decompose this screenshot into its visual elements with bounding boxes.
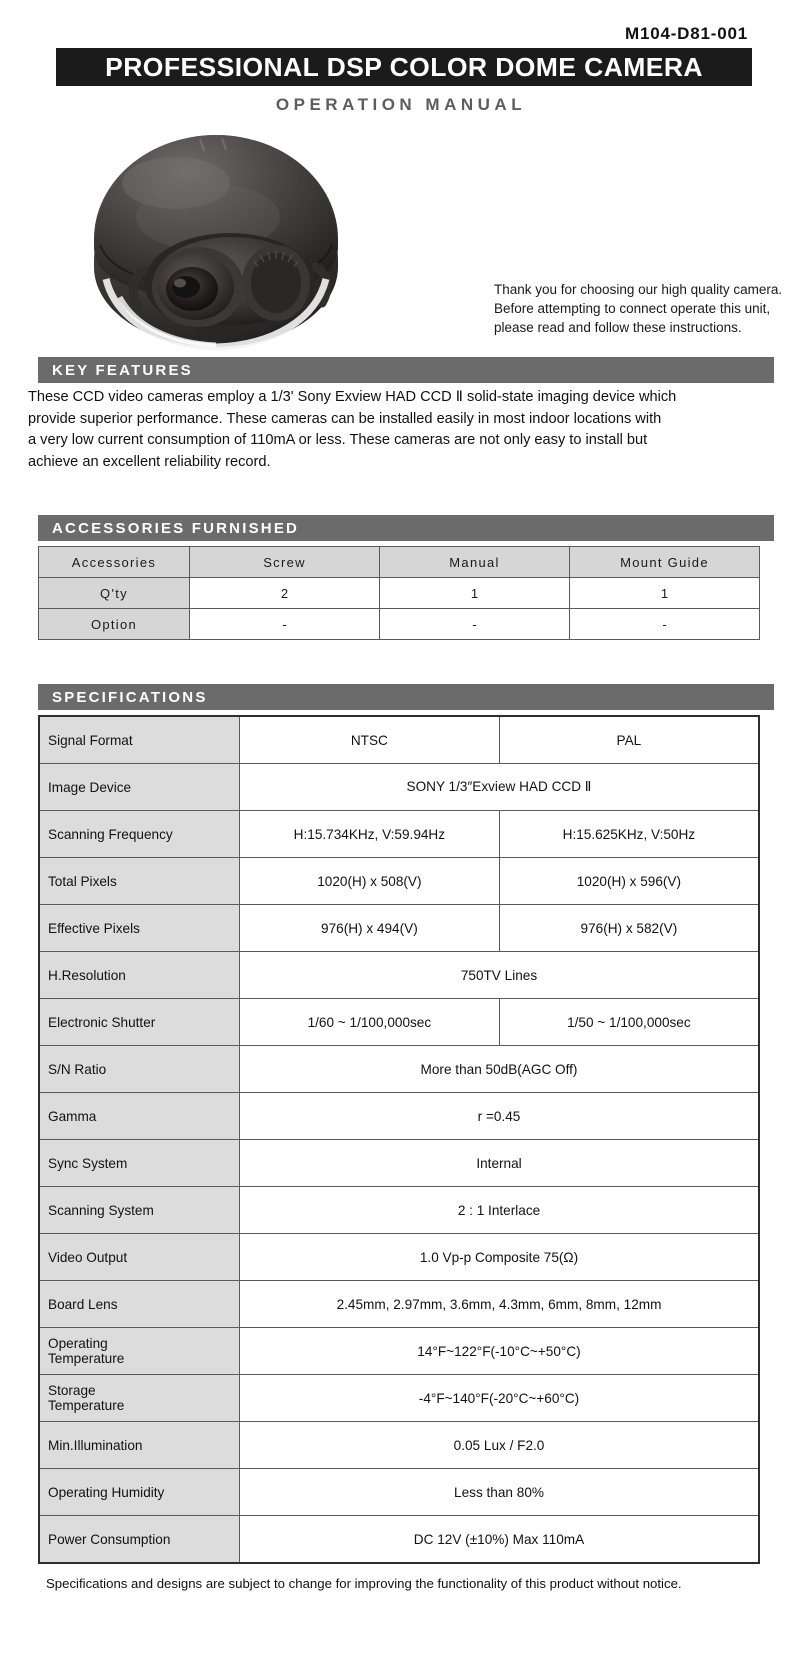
spec-value: -4°F~140°F(-20°C~+60°C) — [240, 1375, 760, 1422]
spec-label-cell: Scanning Frequency — [39, 811, 240, 858]
thanks-line-1: Thank you for choosing our high quality camera. — [494, 282, 783, 297]
table-row — [39, 905, 759, 952]
table-row — [39, 1093, 759, 1140]
table-row — [39, 999, 759, 1046]
key-features-line-2: provide superior performance. These cameras can be installed easily in most indoor locations with — [28, 410, 662, 427]
spec-label-cell — [39, 1328, 240, 1375]
spec-label-cell: Board Lens — [39, 1281, 240, 1328]
accessories-option-mount-guide: - — [570, 609, 760, 640]
spec-label-cell: Image Device — [39, 764, 240, 811]
key-features-line-1: These CCD video cameras employ a 1/3' Sony Exview HAD CCD Ⅱ solid-state imaging device which — [28, 389, 677, 405]
spec-value-ntsc: 976(H) x 494(V) — [240, 905, 500, 952]
spec-value: More than 50dB(AGC Off) — [240, 1046, 760, 1093]
spec-value-ntsc: 1/60 ~ 1/100,000sec — [240, 999, 500, 1046]
spec-label-cell: H.Resolution — [39, 952, 240, 999]
accessories-header-screw: Screw — [190, 547, 380, 578]
thanks-line-3: please read and follow these instructions. — [494, 320, 742, 335]
key-features-line-4: achieve an excellent reliability record. — [28, 453, 271, 470]
hero-section — [28, 119, 783, 357]
dome-camera-image — [80, 121, 352, 353]
key-features-heading: KEY FEATURES — [52, 361, 193, 379]
spec-value: Less than 80% — [240, 1469, 760, 1516]
spec-value-ntsc: H:15.734KHz, V:59.94Hz — [240, 811, 500, 858]
spec-label-cell — [39, 1375, 240, 1422]
section-header-accessories — [38, 515, 774, 541]
table-row — [39, 858, 759, 905]
spec-value: DC 12V (±10%) Max 110mA — [240, 1516, 760, 1564]
table-row — [39, 609, 760, 640]
spec-value: 0.05 Lux / F2.0 — [240, 1422, 760, 1469]
table-row — [39, 1046, 759, 1093]
spec-label-cell: Gamma — [39, 1093, 240, 1140]
table-row — [39, 1469, 759, 1516]
spec-value: r =0.45 — [240, 1093, 760, 1140]
spec-value: 2.45mm, 2.97mm, 3.6mm, 4.3mm, 6mm, 8mm, 12mm — [240, 1281, 760, 1328]
spec-label-cell: Electronic Shutter — [39, 999, 240, 1046]
spec-value-pal: 1020(H) x 596(V) — [499, 858, 759, 905]
table-row — [39, 578, 760, 609]
spec-label-cell: Signal Format — [39, 716, 240, 764]
table-row — [39, 1281, 759, 1328]
spec-label-line-1: Operating — [48, 1336, 108, 1351]
spec-value-ntsc: NTSC — [240, 716, 500, 764]
table-row — [39, 547, 760, 578]
page-title: PROFESSIONAL DSP COLOR DOME CAMERA — [105, 51, 703, 82]
table-row — [39, 952, 759, 999]
accessories-table — [38, 546, 760, 640]
accessories-row-label: Option — [39, 609, 190, 640]
spec-label-cell: Operating Humidity — [39, 1469, 240, 1516]
spec-label-line-2: Temperature — [48, 1351, 125, 1366]
spec-label-cell: Sync System — [39, 1140, 240, 1187]
accessories-heading: ACCESSORIES FURNISHED — [52, 519, 300, 537]
section-header-key-features — [38, 357, 774, 383]
accessories-header-manual: Manual — [380, 547, 570, 578]
table-row — [39, 1187, 759, 1234]
spec-label-cell: Power Consumption — [39, 1516, 240, 1564]
key-features-line-3: a very low current consumption of 110mA or less. These cameras are not only easy to install but — [28, 432, 648, 448]
accessories-qty-screw: 2 — [190, 578, 380, 609]
spec-value-pal: PAL — [499, 716, 759, 764]
section-header-specifications — [38, 684, 774, 710]
spec-label-cell: Effective Pixels — [39, 905, 240, 952]
spec-value: 750TV Lines — [240, 952, 760, 999]
spec-value-pal: 1/50 ~ 1/100,000sec — [499, 999, 759, 1046]
accessories-row-label: Q'ty — [39, 578, 190, 609]
spec-value: 1.0 Vp-p Composite 75(Ω) — [240, 1234, 760, 1281]
table-row — [39, 1422, 759, 1469]
table-row — [39, 716, 759, 764]
spec-label-cell: Scanning System — [39, 1187, 240, 1234]
spec-label-cell: Video Output — [39, 1234, 240, 1281]
spec-value-pal: 976(H) x 582(V) — [499, 905, 759, 952]
table-row — [39, 764, 759, 811]
table-row — [39, 1375, 759, 1422]
spec-label-cell: Min.Illumination — [39, 1422, 240, 1469]
thank-you-message — [494, 280, 782, 337]
table-row — [39, 1328, 759, 1375]
specifications-table — [38, 715, 760, 1564]
table-row — [39, 811, 759, 858]
key-features-body — [28, 387, 774, 473]
accessories-row-label: Accessories — [39, 547, 190, 578]
spec-value: SONY 1/3″Exview HAD CCD Ⅱ — [240, 764, 760, 811]
page-subtitle: OPERATION MANUAL — [275, 95, 527, 114]
spec-value: 14°F~122°F(-10°C~+50°C) — [240, 1328, 760, 1375]
spec-label-line-2: Temperature — [48, 1398, 125, 1413]
spec-label-cell: Total Pixels — [39, 858, 240, 905]
table-row — [39, 1234, 759, 1281]
table-row — [39, 1516, 759, 1564]
title-banner — [56, 48, 752, 86]
accessories-header-mount-guide: Mount Guide — [570, 547, 760, 578]
spec-label-cell: S/N Ratio — [39, 1046, 240, 1093]
accessories-option-screw: - — [190, 609, 380, 640]
accessories-qty-mount-guide: 1 — [570, 578, 760, 609]
table-row — [39, 1140, 759, 1187]
dome-camera-icon — [80, 121, 352, 353]
spec-value-ntsc: 1020(H) x 508(V) — [240, 858, 500, 905]
document-code: M104-D81-001 — [625, 24, 748, 43]
thanks-line-2: Before attempting to connect operate this unit, — [494, 301, 771, 316]
spec-value: Internal — [240, 1140, 760, 1187]
spec-value: 2 : 1 Interlace — [240, 1187, 760, 1234]
spec-label-line-1: Storage — [48, 1383, 96, 1398]
accessories-qty-manual: 1 — [380, 578, 570, 609]
footer-disclaimer: Specifications and designs are subject to change for improving the functionality of this product without notice. — [46, 1576, 682, 1591]
spec-value-pal: H:15.625KHz, V:50Hz — [499, 811, 759, 858]
specifications-heading: SPECIFICATIONS — [52, 688, 208, 706]
accessories-option-manual: - — [380, 609, 570, 640]
